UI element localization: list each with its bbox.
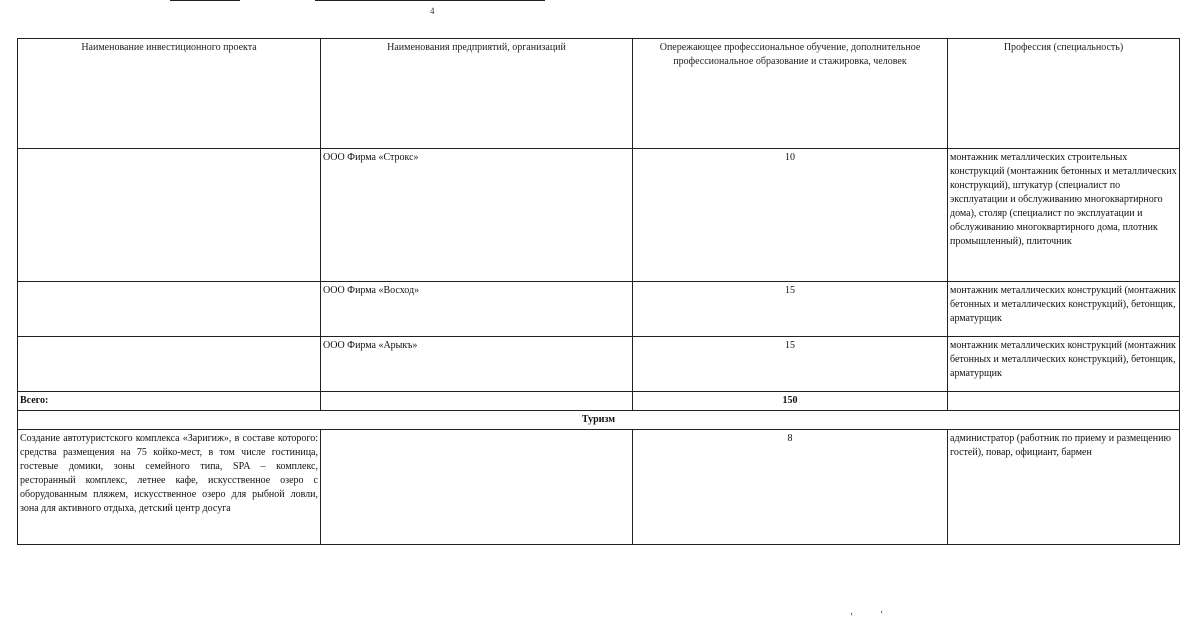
- project-cell: [18, 149, 321, 282]
- investment-table: [17, 38, 1180, 545]
- table-row: [18, 282, 1180, 337]
- count-cell: 8: [633, 430, 948, 545]
- org-cell: ООО Фирма «Арыкъ»: [321, 337, 633, 392]
- header-project: Наименование инвестиционного проекта: [18, 39, 321, 149]
- profession-cell: монтажник металлических конструкций (монтажник бетонных и металлических конструкций), бетонщик, арматурщик: [948, 282, 1180, 337]
- header-training: Опережающее профессиональное обучение, дополнительное профессиональное образование и стажировка, человек: [633, 39, 948, 149]
- profession-cell: администратор (работник по приему и размещению гостей), повар, официант, бармен: [948, 430, 1180, 545]
- total-empty: [321, 392, 633, 411]
- project-cell: [18, 337, 321, 392]
- total-value: 150: [633, 392, 948, 411]
- scan-mark-2: ‛: [880, 610, 884, 621]
- profession-cell: монтажник металлических строительных конструкций (монтажник бетонных и металлических конструкций), штукатур (специалист по эксплуатации и обслуживанию многоквартирного дома), столяр (специалист по эксплуатации и обслуживанию многоквартирного дома, плотник промышленный), плиточник: [948, 149, 1180, 282]
- header-rule-left: [170, 0, 240, 1]
- section-row: [18, 411, 1180, 430]
- count-cell: 15: [633, 282, 948, 337]
- total-row: [18, 392, 1180, 411]
- org-cell: [321, 430, 633, 545]
- profession-cell: монтажник металлических конструкций (монтажник бетонных и металлических конструкций), бетонщик, арматурщик: [948, 337, 1180, 392]
- count-cell: 10: [633, 149, 948, 282]
- scan-mark: ‛: [850, 612, 854, 623]
- org-cell: ООО Фирма «Строкс»: [321, 149, 633, 282]
- table-row: [18, 337, 1180, 392]
- project-cell: [18, 282, 321, 337]
- table-row: [18, 430, 1180, 545]
- org-cell: ООО Фирма «Восход»: [321, 282, 633, 337]
- count-cell: 15: [633, 337, 948, 392]
- project-cell: Создание автотуристского комплекса «Заригиж», в составе которого: средства размещения на 75 койко-мест, в том числе гостиница, гостевые домики, зоны семейного типа, SPA – комплекс, ресторанный комплекс, летнее кафе, искусственное озеро с оборудованным пляжем, искусственное озеро для рыбной ловли, зона для активного отдыха, детский центр досуга: [18, 430, 321, 545]
- header-profession: Профессия (специальность): [948, 39, 1180, 149]
- section-title: Туризм: [18, 411, 1180, 430]
- total-label: Всего:: [18, 392, 321, 411]
- header-org: Наименования предприятий, организаций: [321, 39, 633, 149]
- total-empty-2: [948, 392, 1180, 411]
- header-rule-right: [315, 0, 545, 1]
- table-row: [18, 149, 1180, 282]
- page-number: 4: [430, 6, 435, 16]
- table-header-row: [18, 39, 1180, 149]
